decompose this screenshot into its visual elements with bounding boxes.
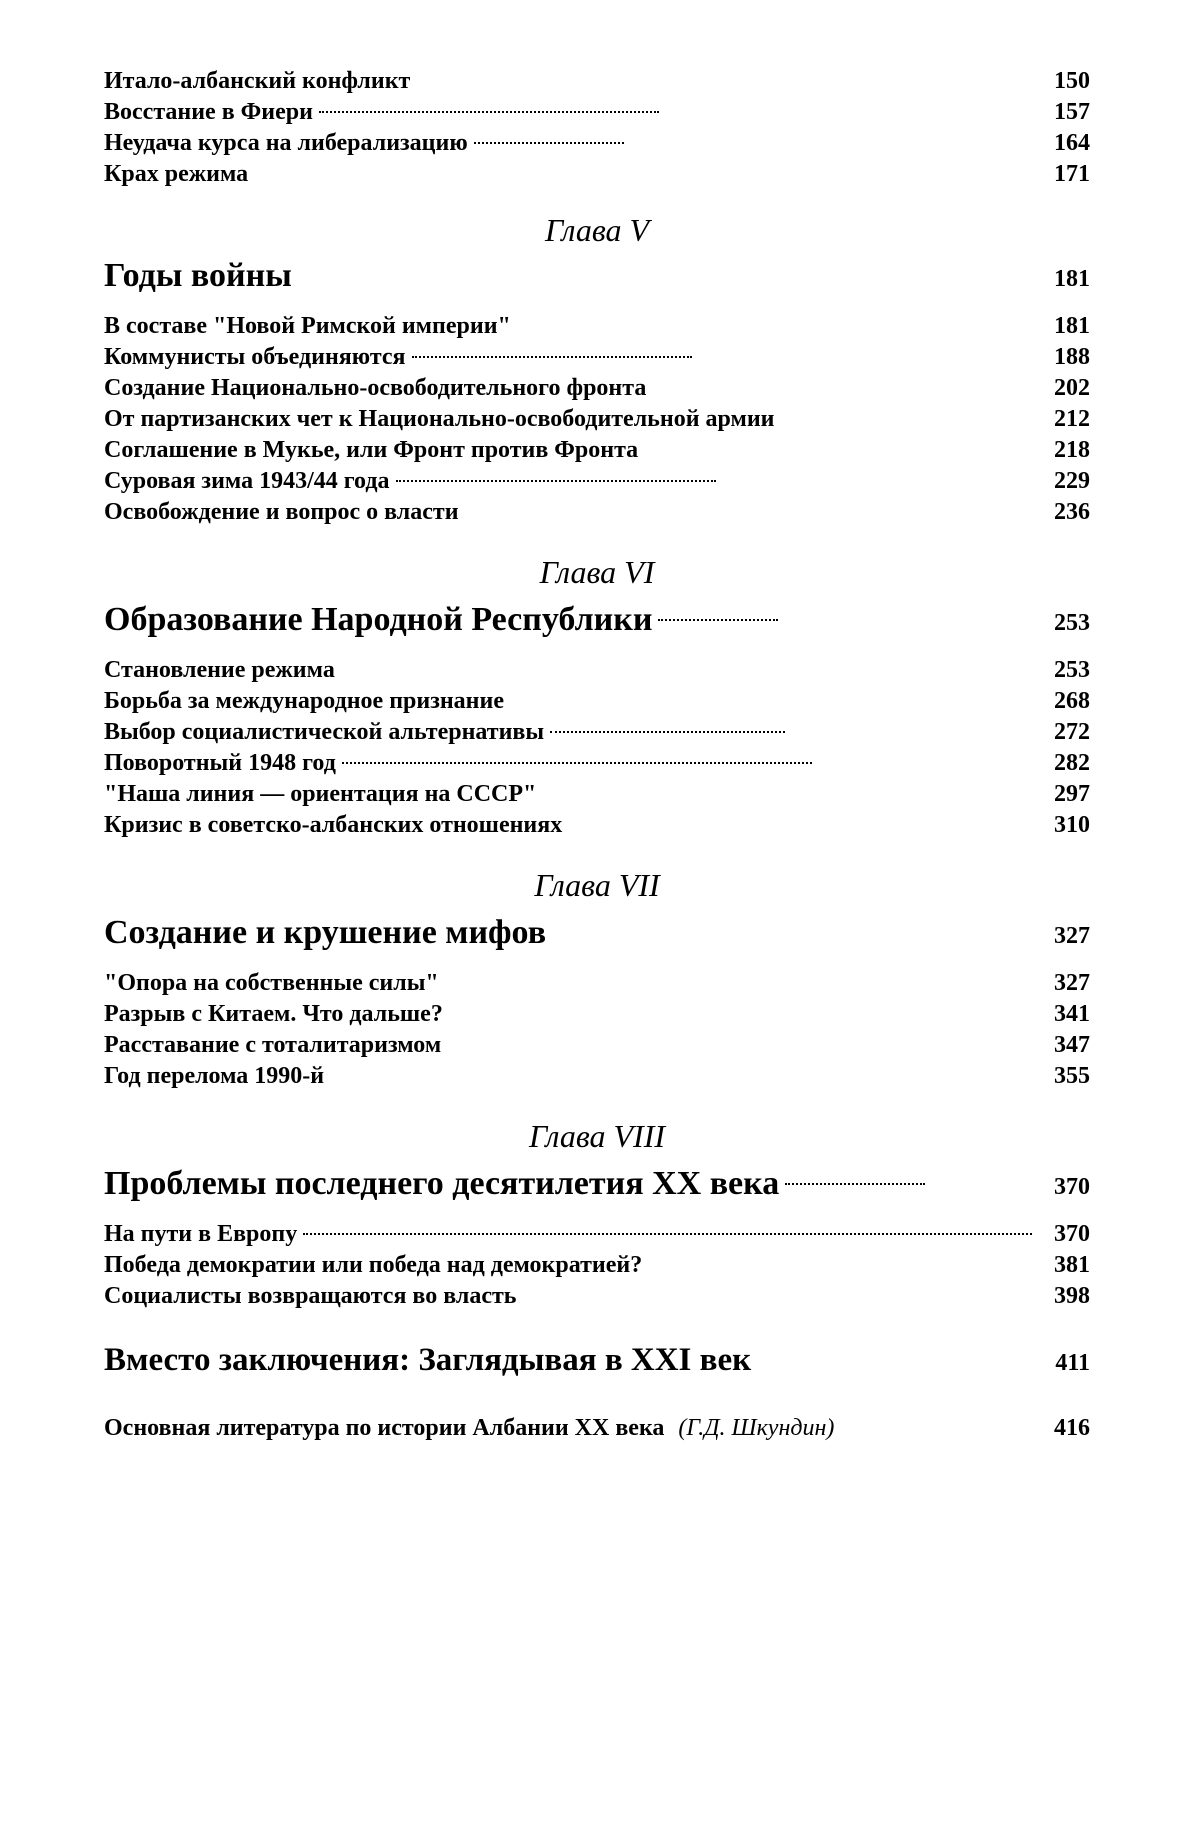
toc-entry xyxy=(104,748,1090,779)
chapter-page: 181 xyxy=(1054,266,1090,292)
chapter-label: Глава V xyxy=(544,212,650,248)
literature-author: (Г.Д. Шкундин) xyxy=(678,1415,835,1441)
toc-entry xyxy=(104,1219,1090,1250)
toc-entry xyxy=(104,779,1090,810)
entry-page: 327 xyxy=(1054,970,1090,996)
toc-entry xyxy=(104,1061,1090,1092)
chapter-title xyxy=(104,911,1090,958)
chapter-title-text: Годы войны xyxy=(104,257,292,294)
toc-entry xyxy=(104,373,1090,404)
entry-page: 253 xyxy=(1054,657,1090,683)
toc-entry xyxy=(104,66,1090,97)
toc-entry xyxy=(104,497,1090,528)
entry-title: Создание Национально-освободительного фронта xyxy=(104,375,647,401)
entry-page: 181 xyxy=(1054,313,1090,339)
entry-page: 164 xyxy=(1054,130,1090,156)
toc-entry xyxy=(104,1030,1090,1061)
entry-title: Итало-албанский конфликт xyxy=(104,68,411,94)
chapter-title xyxy=(104,598,1090,645)
dot-leader xyxy=(342,762,812,764)
entry-title: Социалисты возвращаются во власть xyxy=(104,1283,517,1309)
entry-page: 341 xyxy=(1054,1001,1090,1027)
entry-page: 282 xyxy=(1054,750,1090,776)
entry-page: 347 xyxy=(1054,1032,1090,1058)
toc-entry xyxy=(104,128,1090,159)
entry-page: 297 xyxy=(1054,781,1090,807)
table-of-contents xyxy=(104,66,1090,1445)
toc-entry xyxy=(104,655,1090,686)
entry-title: Неудача курса на либерализацию xyxy=(104,130,468,156)
toc-entry xyxy=(104,466,1090,497)
toc-entry xyxy=(104,686,1090,717)
entry-title: Борьба за международное признание xyxy=(104,688,504,714)
dot-leader xyxy=(785,1183,925,1185)
literature-page: 416 xyxy=(1054,1415,1090,1441)
dot-leader xyxy=(396,480,716,482)
entry-title: Суровая зима 1943/44 года xyxy=(104,468,390,494)
toc-entry xyxy=(104,1250,1090,1281)
entry-title: Выбор социалистической альтернативы xyxy=(104,719,545,745)
entry-title: Соглашение в Мукье, или Фронт против Фронта xyxy=(104,437,639,463)
toc-entry xyxy=(104,342,1090,373)
entry-title: Расставание с тоталитаризмом xyxy=(104,1032,442,1058)
entry-title: От партизанских чет к Национально-освободительной армии xyxy=(104,406,775,432)
chapter-page: 370 xyxy=(1054,1174,1090,1200)
toc-entry xyxy=(104,311,1090,342)
dot-leader xyxy=(658,619,778,621)
toc-entry xyxy=(104,968,1090,999)
entry-page: 157 xyxy=(1054,99,1090,125)
dot-leader xyxy=(474,142,624,144)
entry-title: Поворотный 1948 год xyxy=(104,750,336,776)
toc-entry xyxy=(104,159,1090,190)
entry-page: 212 xyxy=(1054,406,1090,432)
dot-leader xyxy=(550,731,785,733)
entry-title: "Опора на собственные силы" xyxy=(104,970,439,996)
toc-entry xyxy=(104,717,1090,748)
chapter-title-text: Проблемы последнего десятилетия XX века xyxy=(104,1165,780,1202)
toc-entry xyxy=(104,1281,1090,1312)
entry-page: 272 xyxy=(1054,719,1090,745)
chapter-title-text: Создание и крушение мифов xyxy=(104,914,547,951)
entry-page: 202 xyxy=(1054,375,1090,401)
chapter-title xyxy=(104,1162,1090,1209)
conclusion-title: Вместо заключения: Заглядывая в XXI век xyxy=(104,1342,752,1378)
chapter-label: Глава VIII xyxy=(528,1118,666,1154)
chapter-page: 327 xyxy=(1054,923,1090,949)
toc-entry xyxy=(104,404,1090,435)
chapter-title xyxy=(104,254,1090,301)
entry-title: Победа демократии или победа над демократией? xyxy=(104,1252,643,1278)
literature-entry xyxy=(104,1411,1090,1445)
entry-title: Разрыв с Китаем. Что дальше? xyxy=(104,1001,443,1027)
toc-entry xyxy=(104,810,1090,841)
entry-title: В составе "Новой Римской империи" xyxy=(104,313,511,339)
conclusion-entry xyxy=(104,1338,1090,1385)
entry-page: 188 xyxy=(1054,344,1090,370)
entry-page: 310 xyxy=(1054,812,1090,838)
entry-title: На пути в Европу xyxy=(104,1221,298,1247)
entry-title: Освобождение и вопрос о власти xyxy=(104,499,459,525)
conclusion-page: 411 xyxy=(1055,1350,1090,1376)
entry-page: 381 xyxy=(1054,1252,1090,1278)
entry-page: 236 xyxy=(1054,499,1090,525)
entry-title: Год перелома 1990-й xyxy=(104,1063,325,1089)
chapter-page: 253 xyxy=(1054,610,1090,636)
dot-leader xyxy=(319,111,659,113)
literature-title: Основная литература по истории Албании XX века xyxy=(104,1415,665,1441)
entry-title: Восстание в Фиери xyxy=(104,99,313,125)
entry-title: "Наша линия — ориентация на СССР" xyxy=(104,781,537,807)
entry-title: Крах режима xyxy=(104,161,249,187)
toc-entry xyxy=(104,435,1090,466)
toc-entry xyxy=(104,999,1090,1030)
entry-page: 218 xyxy=(1054,437,1090,463)
toc-entry xyxy=(104,97,1090,128)
entry-title: Становление режима xyxy=(104,657,335,683)
chapter-label: Глава VII xyxy=(534,867,660,903)
entry-title: Кризис в советско-албанских отношениях xyxy=(104,812,563,838)
entry-page: 398 xyxy=(1054,1283,1090,1309)
entry-page: 355 xyxy=(1054,1063,1090,1089)
chapter-label: Глава VI xyxy=(539,554,655,590)
entry-title: Коммунисты объединяются xyxy=(104,344,406,370)
entry-page: 150 xyxy=(1054,68,1090,94)
dot-leader xyxy=(303,1233,1032,1235)
entry-page: 229 xyxy=(1054,468,1090,494)
chapter-title-text: Образование Народной Республики xyxy=(104,601,653,638)
entry-page: 268 xyxy=(1054,688,1090,714)
entry-page: 171 xyxy=(1054,161,1090,187)
entry-page: 370 xyxy=(1054,1221,1090,1247)
dot-leader xyxy=(412,356,692,358)
